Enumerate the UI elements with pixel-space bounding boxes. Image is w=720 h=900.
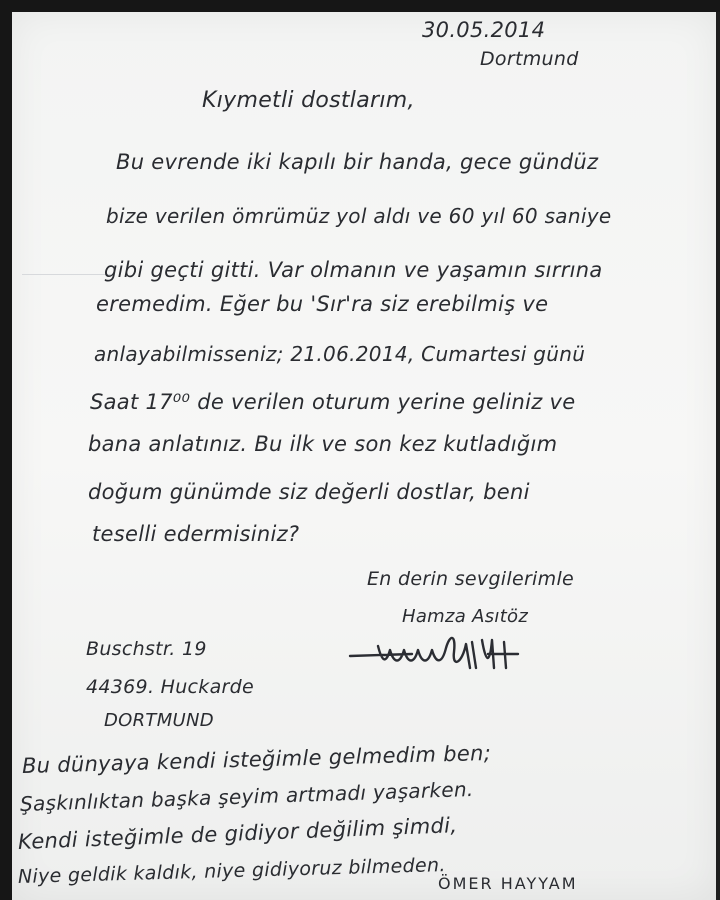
poem-line: Bu dünyaya kendi isteğimle gelmedim ben; bbox=[21, 740, 492, 778]
body-line: teselli edermisiniz? bbox=[92, 522, 300, 546]
body-line: Saat 17⁰⁰ de verilen oturum yerine geliniz ve bbox=[90, 390, 576, 414]
letter-date: 30.05.2014 bbox=[422, 18, 546, 42]
body-line: bize verilen ömrümüz yol aldı ve 60 yıl 60 saniye bbox=[106, 204, 612, 228]
photo-border-top bbox=[0, 0, 720, 12]
handwritten-signature bbox=[342, 624, 532, 674]
poem-line: Kendi isteğimle de gidiyor değilim şimdi, bbox=[17, 813, 458, 854]
address-street: Buschstr. 19 bbox=[86, 638, 207, 660]
signer-name: Hamza Asıtöz bbox=[402, 606, 529, 627]
closing-line: En derin sevgilerimle bbox=[367, 568, 575, 590]
ruled-line bbox=[22, 274, 114, 275]
body-line: doğum günümde siz değerli dostlar, beni bbox=[88, 480, 530, 504]
body-line: eremedim. Eğer bu 'Sır'ra siz erebilmiş ve bbox=[96, 292, 549, 316]
address-city: DORTMUND bbox=[104, 710, 214, 731]
poem-line: Şaşkınlıktan başka şeyim artmadı yaşarken. bbox=[19, 776, 474, 816]
letter-city: Dortmund bbox=[480, 48, 579, 70]
letter-page bbox=[12, 12, 716, 900]
poem-line: Niye geldik kaldık, niye gidiyoruz bilmeden. bbox=[17, 854, 446, 888]
body-line: Bu evrende iki kapılı bir handa, gece gündüz bbox=[116, 150, 599, 174]
salutation: Kıymetli dostlarım, bbox=[202, 88, 415, 113]
poem-author: ÖMER HAYYAM bbox=[438, 874, 578, 893]
address-postal: 44369. Huckarde bbox=[86, 676, 255, 698]
body-line: gibi geçti gitti. Var olmanın ve yaşamın sırrına bbox=[104, 258, 603, 282]
body-line: bana anlatınız. Bu ilk ve son kez kutladığım bbox=[88, 432, 558, 456]
photo-border-left bbox=[0, 0, 12, 900]
body-line: anlayabilmisseniz; 21.06.2014, Cumartesi günü bbox=[94, 342, 586, 366]
